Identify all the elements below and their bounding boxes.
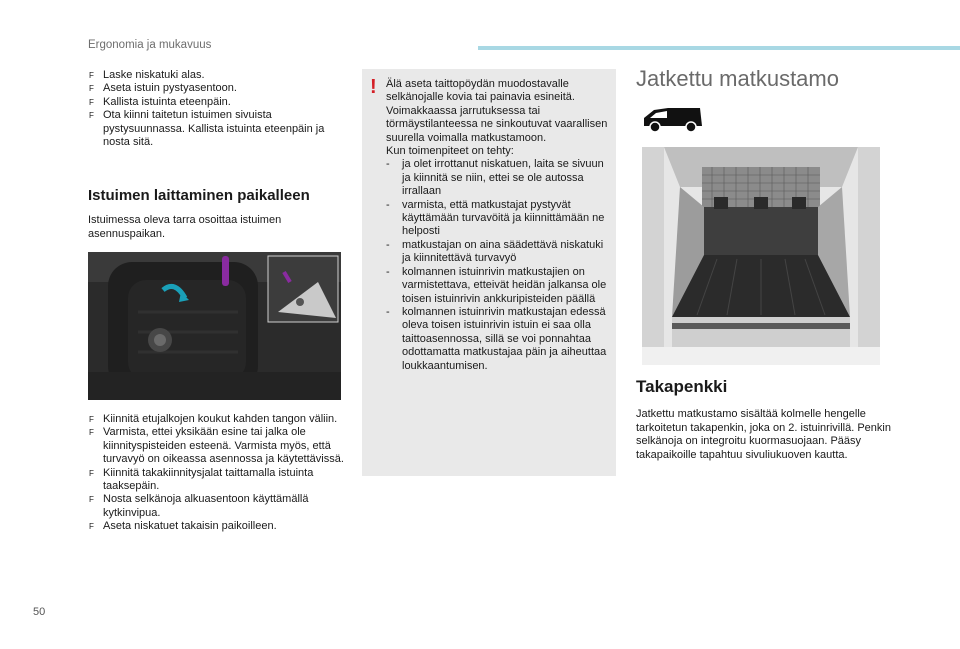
body-paragraph: Jatkettu matkustamo sisältää kolmelle hengelle tarkoitetun takapenkin, joka on 2. istuinrivillä. Penkin selkänoja on integroitu kuormasuojaan. Pääsy takapaikoille tapahtuu sivuliukuoven kautta.	[636, 408, 891, 461]
step-marker: F	[89, 522, 94, 532]
step-item: F Laske niskatuki alas.	[89, 69, 205, 81]
step-item: F Varmista, ettei yksikään esine tai jalka ole kiinnityspisteiden esteenä. Varmista myös, että turvavyö on oikeassa asennossa ja käytettävissä.	[89, 426, 344, 466]
warning-icon: !	[370, 76, 377, 98]
cargo-area-photo	[642, 147, 880, 365]
step-marker: F	[89, 97, 94, 107]
step-item: F Ota kiinni taitetun istuimen sivuista pystysuunnassa. Kallista istuinta eteenpäin ja nosta sitä.	[89, 109, 325, 149]
van-icon	[640, 104, 704, 134]
step-marker: F	[89, 84, 94, 94]
step-marker: F	[89, 415, 94, 424]
steps-remove-seat	[88, 69, 343, 149]
seat-mounting-photo	[88, 252, 341, 400]
warning-item: - ja olet irrottanut niskatuen, laita se sivuun ja kiinnitä se niin, ettei se ole autossa irrallaan	[386, 158, 604, 198]
section-header: Ergonomia ja mukavuus	[88, 39, 212, 51]
page-title: Jatkettu matkustamo	[636, 66, 839, 91]
step-item: F Kiinnitä takakiinnitysjalat taittamalla istuinta taaksepäin.	[89, 466, 314, 493]
section-subtitle: Takapenkki	[636, 377, 728, 396]
section-title: Istuimen laittaminen paikalleen	[88, 187, 310, 204]
warning-item: - kolmannen istuinrivin matkustajan edessä oleva toisen istuinrivin istuin ei saa olla taittoasennossa, sillä se voi ponnahtaa odottamatta matkustajaa päin ja aiheuttaa loukkaantumisen.	[386, 305, 607, 372]
header-accent-bar	[478, 46, 960, 50]
step-marker: F	[89, 428, 94, 438]
warning-text	[386, 78, 611, 373]
step-marker: F	[89, 71, 94, 80]
warning-intro: Älä aseta taittopöydän muodostavalle selkänojalle kovia tai painavia esineitä. Voimakkaassa jarrutuksessa tai törmäystilanteessa ne sinkoutuvat vaarallisen suurella voimalla matkustamoon.	[386, 78, 608, 144]
step-item: F Kiinnitä etujalkojen koukut kahden tangon väliin.	[89, 413, 338, 425]
section-intro: Istuimessa oleva tarra osoittaa istuimen asennuspaikan.	[88, 214, 282, 240]
warning-lead: Kun toimenpiteet on tehty:	[386, 145, 514, 158]
step-marker: F	[89, 495, 94, 505]
step-marker: F	[89, 468, 94, 478]
page-number: 50	[33, 606, 46, 618]
steps-install-seat	[88, 413, 348, 534]
step-item: F Nosta selkänoja alkuasentoon käyttämällä kytkinvipua.	[89, 493, 309, 519]
step-item: F Aseta niskatuet takaisin paikoilleen.	[89, 520, 277, 533]
warning-item: - varmista, että matkustajat pystyvät käyttämään turvavöitä ja kiinnittämään ne helposti	[386, 198, 605, 238]
step-marker: F	[89, 111, 94, 121]
step-item: F Aseta istuin pystyasentoon.	[89, 82, 237, 95]
step-item: F Kallista istuinta eteenpäin.	[89, 95, 231, 108]
warning-item: - matkustajan on aina säädettävä niskatuki ja kiinnitettävä turvavyö	[386, 238, 604, 265]
warning-item: - kolmannen istuinrivin matkustajien on varmistettava, etteivät heidän jalkansa ole toisen istuinrivin ankkuripisteiden päällä	[386, 265, 607, 305]
